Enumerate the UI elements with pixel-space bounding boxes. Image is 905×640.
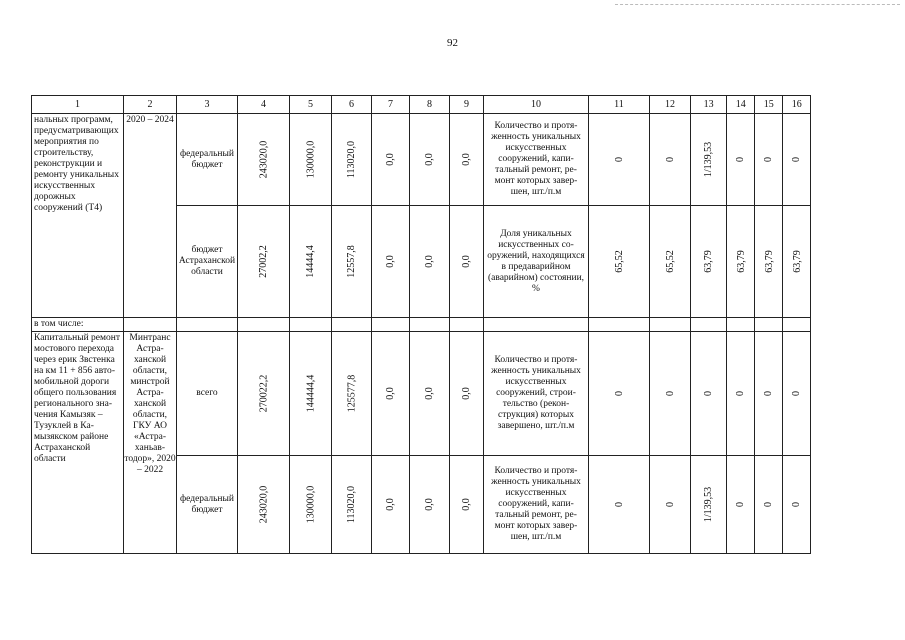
amount-total: 243020,0 [258, 485, 269, 523]
amount-year: 0,0 [461, 386, 472, 400]
indicator-value: 0 [763, 156, 775, 162]
indicator-name: Количество и протяженность уникальных искусственных сооружений, капитальный ремонт, ремонт которых завершен, шт./п.м [484, 456, 589, 554]
table-row [32, 332, 811, 456]
indicator-value: 0 [664, 156, 676, 162]
indicator-value: 0 [763, 390, 775, 396]
indicator-value: 63,79 [735, 249, 747, 273]
col-header: 8 [410, 96, 450, 114]
col-header: 9 [450, 96, 484, 114]
funding-source: всего [177, 332, 238, 456]
indicator-value: 1/139,53 [703, 141, 715, 177]
indicator-name: Количество и протяженность уникальных искусственных сооружений, капитальный ремонт, ремонт которых завершен, шт./п.м [484, 114, 589, 206]
amount-year: 0,0 [385, 152, 396, 166]
col-header: 16 [783, 96, 811, 114]
indicator-value: 0 [735, 390, 747, 396]
amount-year: 0,0 [385, 497, 396, 511]
col-header: 4 [238, 96, 290, 114]
col-header: 1 [32, 96, 124, 114]
amount-year: 130000,0 [305, 140, 316, 178]
amount-year: 130000,0 [305, 485, 316, 523]
indicator-value: 0 [613, 501, 625, 507]
table-row [32, 114, 811, 206]
indicator-value: 0 [735, 156, 747, 162]
executor-period: Минтранс Астраханской области, минстрой Астраханской области, ГКУ АО «Астраханьавтодор», 2020 – 2022 [124, 332, 177, 554]
col-header: 3 [177, 96, 238, 114]
amount-year: 0,0 [424, 254, 435, 268]
amount-year: 0,0 [461, 254, 472, 268]
indicator-value: 0 [791, 501, 803, 507]
indicator-value: 63,79 [791, 249, 803, 273]
amount-year: 0,0 [385, 254, 396, 268]
indicator-value: 0 [664, 390, 676, 396]
amount-year: 144444,4 [305, 374, 316, 412]
program-name: нальных программ, предусматривающих мероприятия по строительству, реконструкции и ремонту уникальных искусственных дорожных сооружений (Т4) [32, 114, 124, 318]
funding-source: федеральный бюджет [177, 114, 238, 206]
amount-year: 0,0 [461, 152, 472, 166]
indicator-value: 1/139,53 [703, 486, 715, 522]
funding-source: федеральный бюджет [177, 456, 238, 554]
amount-year: 0,0 [424, 386, 435, 400]
amount-year: 14444,4 [305, 244, 316, 278]
col-header: 13 [691, 96, 727, 114]
amount-year: 0,0 [424, 497, 435, 511]
amount-total: 270022,2 [258, 374, 269, 412]
col-header: 6 [332, 96, 372, 114]
col-header: 5 [290, 96, 332, 114]
amount-year: 0,0 [385, 386, 396, 400]
indicator-value: 0 [791, 156, 803, 162]
top-edge-line [615, 4, 900, 5]
amount-year: 113020,0 [345, 140, 357, 178]
subtotal-label: в том числе: [32, 318, 124, 332]
indicator-name: Количество и протяженность уникальных искусственных сооружений, строительство (реконструкция) которых завершено, шт./п.м [484, 332, 589, 456]
indicator-value: 65,52 [613, 249, 625, 273]
amount-total: 27002,2 [258, 244, 269, 278]
amount-year: 113020,0 [345, 485, 357, 523]
indicator-value: 0 [763, 501, 775, 507]
amount-total: 243020,0 [258, 140, 269, 178]
indicator-value: 0 [703, 390, 715, 396]
col-header: 10 [484, 96, 589, 114]
indicator-value: 0 [613, 156, 625, 162]
amount-year: 12557,8 [346, 244, 357, 278]
header-row [32, 96, 811, 114]
indicator-value: 0 [735, 501, 747, 507]
page-number: 92 [447, 37, 458, 49]
indicator-value: 0 [664, 501, 676, 507]
col-header: 2 [124, 96, 177, 114]
amount-year: 125577,8 [346, 374, 357, 412]
indicator-name: Доля уникальных искусственных сооружений, находящихся в предаварийном (аварийном) состоянии, % [484, 206, 589, 318]
indicator-value: 65,52 [664, 249, 676, 273]
budget-table [31, 95, 811, 554]
col-header: 12 [650, 96, 691, 114]
amount-year: 0,0 [424, 152, 435, 166]
col-header: 11 [589, 96, 650, 114]
col-header: 14 [727, 96, 755, 114]
indicator-value: 0 [613, 390, 625, 396]
indicator-value: 63,79 [763, 249, 775, 273]
col-header: 15 [755, 96, 783, 114]
funding-source: бюджет Астраханской области [177, 206, 238, 318]
col-header: 7 [372, 96, 410, 114]
period: 2020 – 2024 [124, 114, 177, 318]
event-name: Капитальный ремонт мостового перехода через ерик Звстенка на км 11 + 856 автомобильной дороги общего пользования регионального значения Камызяк – Тузуклей в Камызякском районе Астраханской области [32, 332, 124, 554]
table-row [32, 318, 811, 332]
amount-year: 0,0 [461, 497, 472, 511]
indicator-value: 0 [791, 390, 803, 396]
indicator-value: 63,79 [703, 249, 715, 273]
